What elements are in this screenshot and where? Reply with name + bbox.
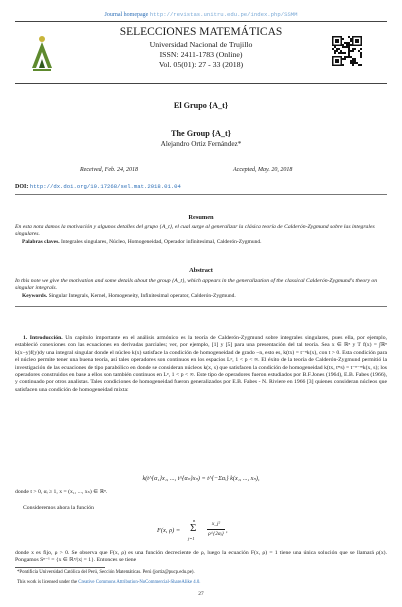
journal-homepage-label: Journal homepage (104, 12, 149, 18)
intro-paragraph-3: Consideremos ahora la función (23, 505, 94, 511)
received-date: Received, Feb. 24, 2018 (80, 167, 138, 173)
accepted-date: Accepted, May. 20, 2018 (233, 167, 293, 173)
resumen-keywords-label: Palabras claves. (22, 239, 60, 245)
volume-info: Vol. 05(01): 27 - 33 (2018) (158, 60, 244, 69)
author: Alejandro Ortiz Fernández* (160, 140, 242, 148)
abstract-keywords-text: Singular Integrals, Kernel, Homogeneity, Infinitesimal operator, Calderón-Zygmund. (48, 293, 236, 299)
equation-f (157, 518, 257, 544)
intro-heading: 1. Introducción. (23, 335, 63, 341)
doi-rule (15, 194, 387, 195)
english-title: The Group {A_t} (171, 129, 231, 138)
journal-homepage-line (0, 11, 402, 18)
spanish-title: El Grupo {A_t} (173, 101, 229, 110)
eq2-bottom: j=1 (188, 536, 195, 541)
journal-title: SELECCIONES MATEMÁTICAS (119, 26, 283, 38)
intro-text-1: Un capítulo importante en el análisis armónico es la teoría de Calderón-Zygmund sobre integrales singulares, pues ella, por ejemplo, estableció conexiones con las ecuaciones en derivadas parciales; ver, por ejemplo, [1] y [5] para una presentación del tal teoría. Sea x ∈ ℝⁿ y T f(x) = ∫ℝⁿ k(x−y)f(y)dy una integral singular donde el núcleo k(x) satisface la condición de homogeneidad de grado −n, esto es, k(tx) = t⁻ⁿk(x), con t > 0. Esta condición para el núcleo permite tener una buena teoría, así tales operadores son continuos en los espacios Lᵖ, 1 < p < ∞. El éxito de la teoría de Calderón-Zygmund permitió la investigación de las ecuaciones de tipo parabólico en donde se consideran núcleos k(x, s) que satisfacen la condición de homogeneidad k(tx, tᵐs) = t⁻ⁿ⁻ᵐk(x, s); los operadores construidos en base a ellos son también continuos en Lᵖ, 1 < p < ∞. Este tipo de operadores fueron estudiados por B.F.Jones (1964), E.B. Fabes (1966), y continuado por otros analistas. Tales condiciones de homogeneidad fueron generalizados por E.B. Fabes - N. Riviere en 1966 [3] quienes consideran núcleos que satisfacen una condición de homogeneidad mixta: (15, 335, 387, 393)
resumen-keywords (22, 239, 387, 246)
license-link[interactable]: Creative Commons Attribution-NoCommercial-ShareAlike 4.0. (78, 580, 201, 585)
journal-homepage-link[interactable]: http://revistas.unitru.edu.pe/index.php/SSMM (149, 11, 298, 18)
intro-paragraph-1 (15, 335, 387, 394)
license-prefix: This work is licensed under the (17, 580, 78, 585)
eq2-lhs: F(x, ρ) = (157, 527, 181, 534)
intro-paragraph-2: donde t > 0, αᵢ ≥ 1, x = (x₁, ..., xₙ) ∈ ℝⁿ. (15, 489, 108, 495)
header-bottom-rule (15, 83, 387, 84)
resumen-heading: Resumen (188, 214, 214, 221)
eq2-numerator: x_j² (211, 521, 221, 527)
resumen-keywords-text: Integrales singulares, Núcleo, Homogeneidad, Operador infinitesimal, Calderón-Zygmund. (60, 239, 262, 245)
intro-paragraph-4: donde x es fijo, ρ > 0. Se observa que F(x, ρ) es una función decreciente de ρ, luego la ecuación F(x, ρ) = 1 tiene una única solución que se llamará ρ(x). Pongamos Sⁿ⁻¹ = {x ∈ ℝⁿ/|x| = 1}. Entonces se tiene (15, 550, 387, 564)
equation-homogeneity: k(t^{α₁}x₁, ..., t^{αₙ}xₙ) = t^{−Σαᵢ} k(x₁, ..., xₙ), (142, 475, 260, 482)
abstract-keywords (22, 293, 387, 300)
eq2-sum: Σ (190, 522, 197, 534)
qr-code-icon (332, 36, 362, 66)
doi-link[interactable]: http://dx.doi.org/10.17268/sel.mat.2018.01.04 (29, 183, 181, 190)
page-number: 27 (198, 591, 204, 597)
footnote-affiliation: *Pontificia Universidad Católica del Perú, Sección Matemáticas. Perú (jortiz@pucp.edu.pe). (17, 570, 195, 575)
license-line (17, 580, 387, 586)
abstract-keywords-label: Keywords. (22, 293, 48, 299)
eq2-top: n (193, 518, 196, 523)
eq2-denominator: ρ^{2αⱼ} (208, 531, 224, 537)
unt-logo-icon (30, 32, 54, 74)
resumen-text: En esta nota damos la motivación y algunos detalles del grupo {A_t}, el cual surge al generalizar la clásica teoría de Calderón-Zygmund sobre las integrales singulares. (15, 224, 375, 238)
abstract-text: In this note we give the motivation and some details about the group {A_t}, which appears in the generalization of the classical Calderón-Zygmund's theory on singular integrals. (15, 278, 378, 292)
abstract-heading: Abstract (189, 267, 213, 274)
eq2-end: , (226, 527, 228, 534)
abstract-rule (15, 306, 387, 307)
university-name: Universidad Nacional de Trujillo (149, 40, 253, 49)
issn: ISSN: 2411-1783 (Online) (159, 50, 243, 59)
eq2-fraction-bar (207, 529, 225, 530)
doi-label: DOI: (15, 184, 29, 190)
footnote-rule (15, 567, 105, 568)
doi-line (15, 183, 181, 190)
header-top-rule (15, 21, 387, 22)
